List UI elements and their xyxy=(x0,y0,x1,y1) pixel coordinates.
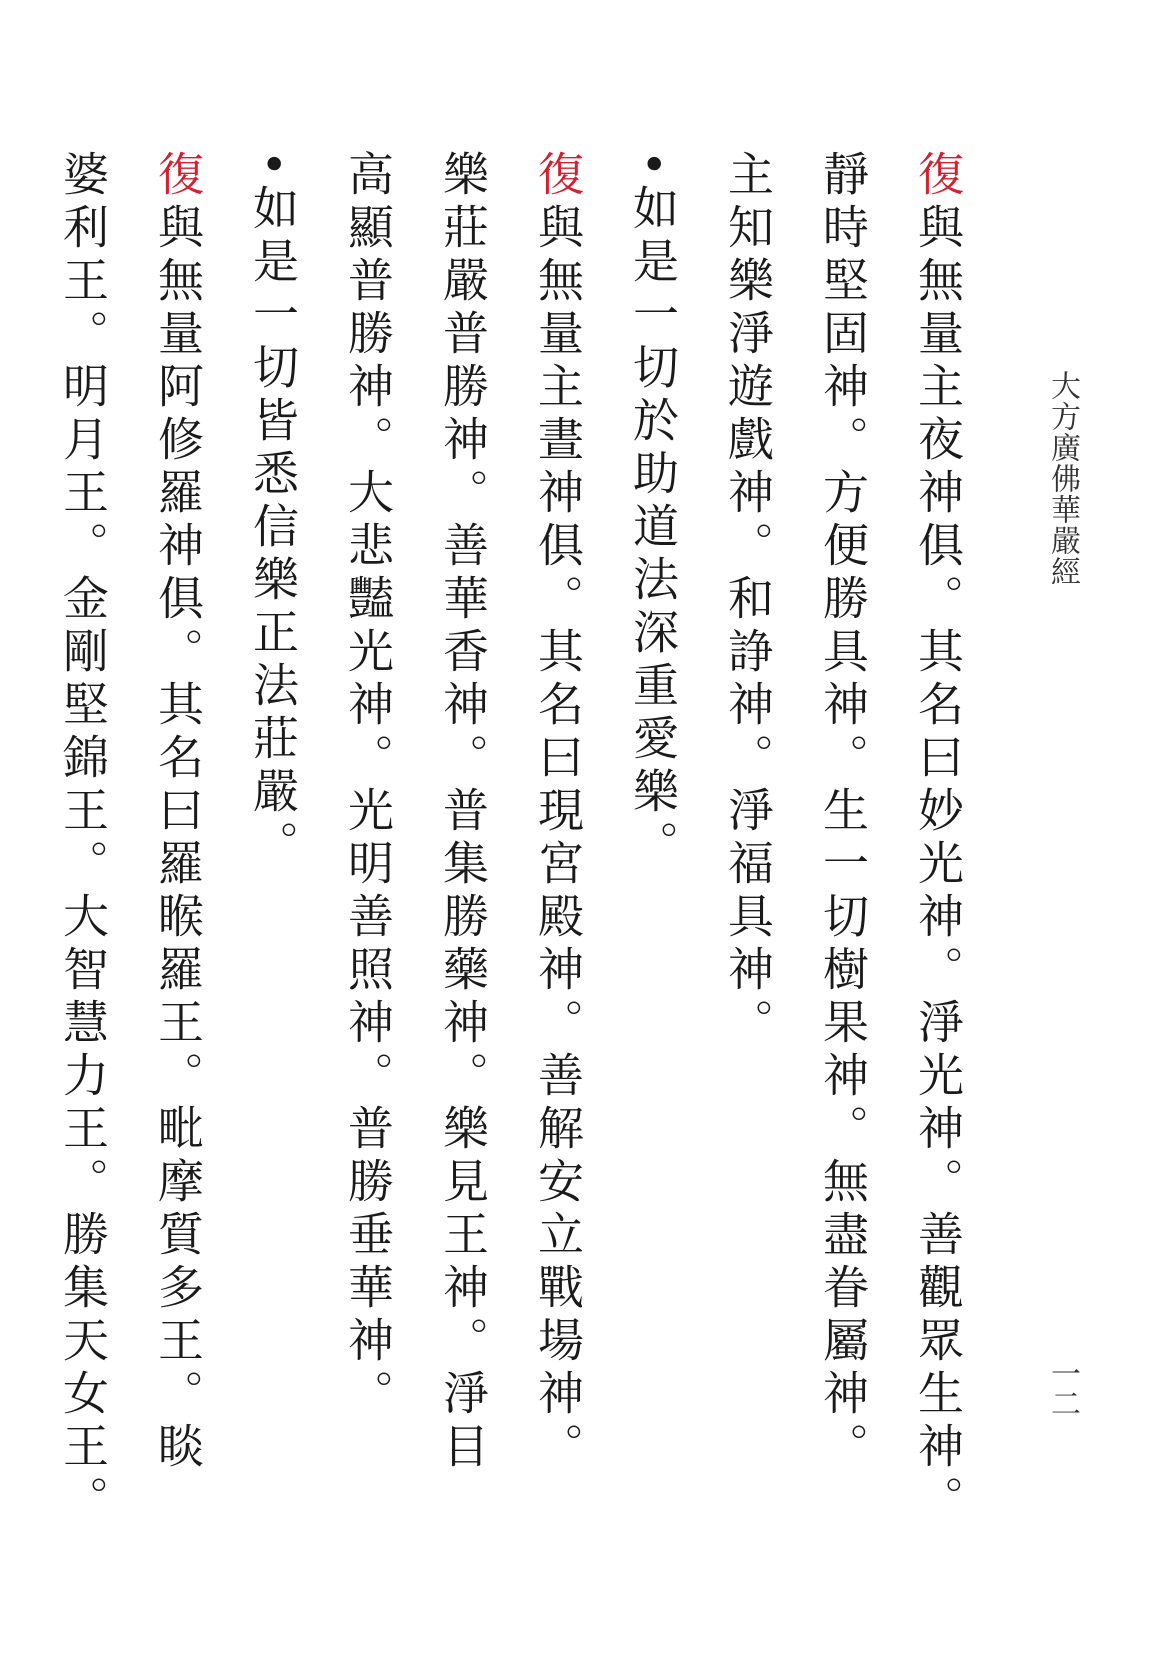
line-text: 與無量主夜神俱。其名曰妙光神。淨光神。善觀眾生神。 xyxy=(911,203,965,1528)
line-text: 與無量主晝神俱。其名曰現宮殿神。善解安立戰場神。 xyxy=(531,203,585,1475)
scripture-body xyxy=(35,150,985,1570)
text-line xyxy=(700,150,795,1570)
text-line xyxy=(415,150,510,1570)
paragraph-start-mark: 復 xyxy=(531,150,585,203)
text-line xyxy=(35,150,130,1570)
paragraph-start-mark: 復 xyxy=(911,150,965,203)
text-line xyxy=(890,150,985,1570)
text-line xyxy=(130,150,225,1570)
line-text: 樂莊嚴普勝神。善華香神。普集勝藥神。樂見王神。淨目 xyxy=(436,150,490,1475)
line-text: 婆利王。明月王。金剛堅錦王。大智慧力王。勝集天女王。 xyxy=(56,150,110,1528)
line-text: 主知樂淨遊戲神。和諍神。淨福具神。 xyxy=(721,150,775,1051)
text-line xyxy=(795,150,890,1570)
running-title: 大方廣佛華嚴經 xyxy=(1045,370,1080,587)
text-line xyxy=(510,150,605,1570)
line-text: 高顯普勝神。大悲豔光神。光明善照神。普勝垂華神。 xyxy=(341,150,395,1422)
text-line xyxy=(320,150,415,1570)
line-text: 與無量阿修羅神俱。其名曰羅睺羅王。毗摩質多王。睒 xyxy=(151,203,205,1475)
text-line xyxy=(225,150,320,1570)
page-number: 一二 xyxy=(1045,1358,1080,1418)
text-line xyxy=(605,150,700,1570)
paragraph-start-mark: 復 xyxy=(151,150,205,203)
line-text: •如是一切皆悉信樂正法莊嚴。 xyxy=(246,150,300,874)
line-text: 靜時堅固神。方便勝具神。生一切樹果神。無盡眷屬神。 xyxy=(816,150,870,1475)
line-text: •如是一切於助道法深重愛樂。 xyxy=(626,150,680,874)
